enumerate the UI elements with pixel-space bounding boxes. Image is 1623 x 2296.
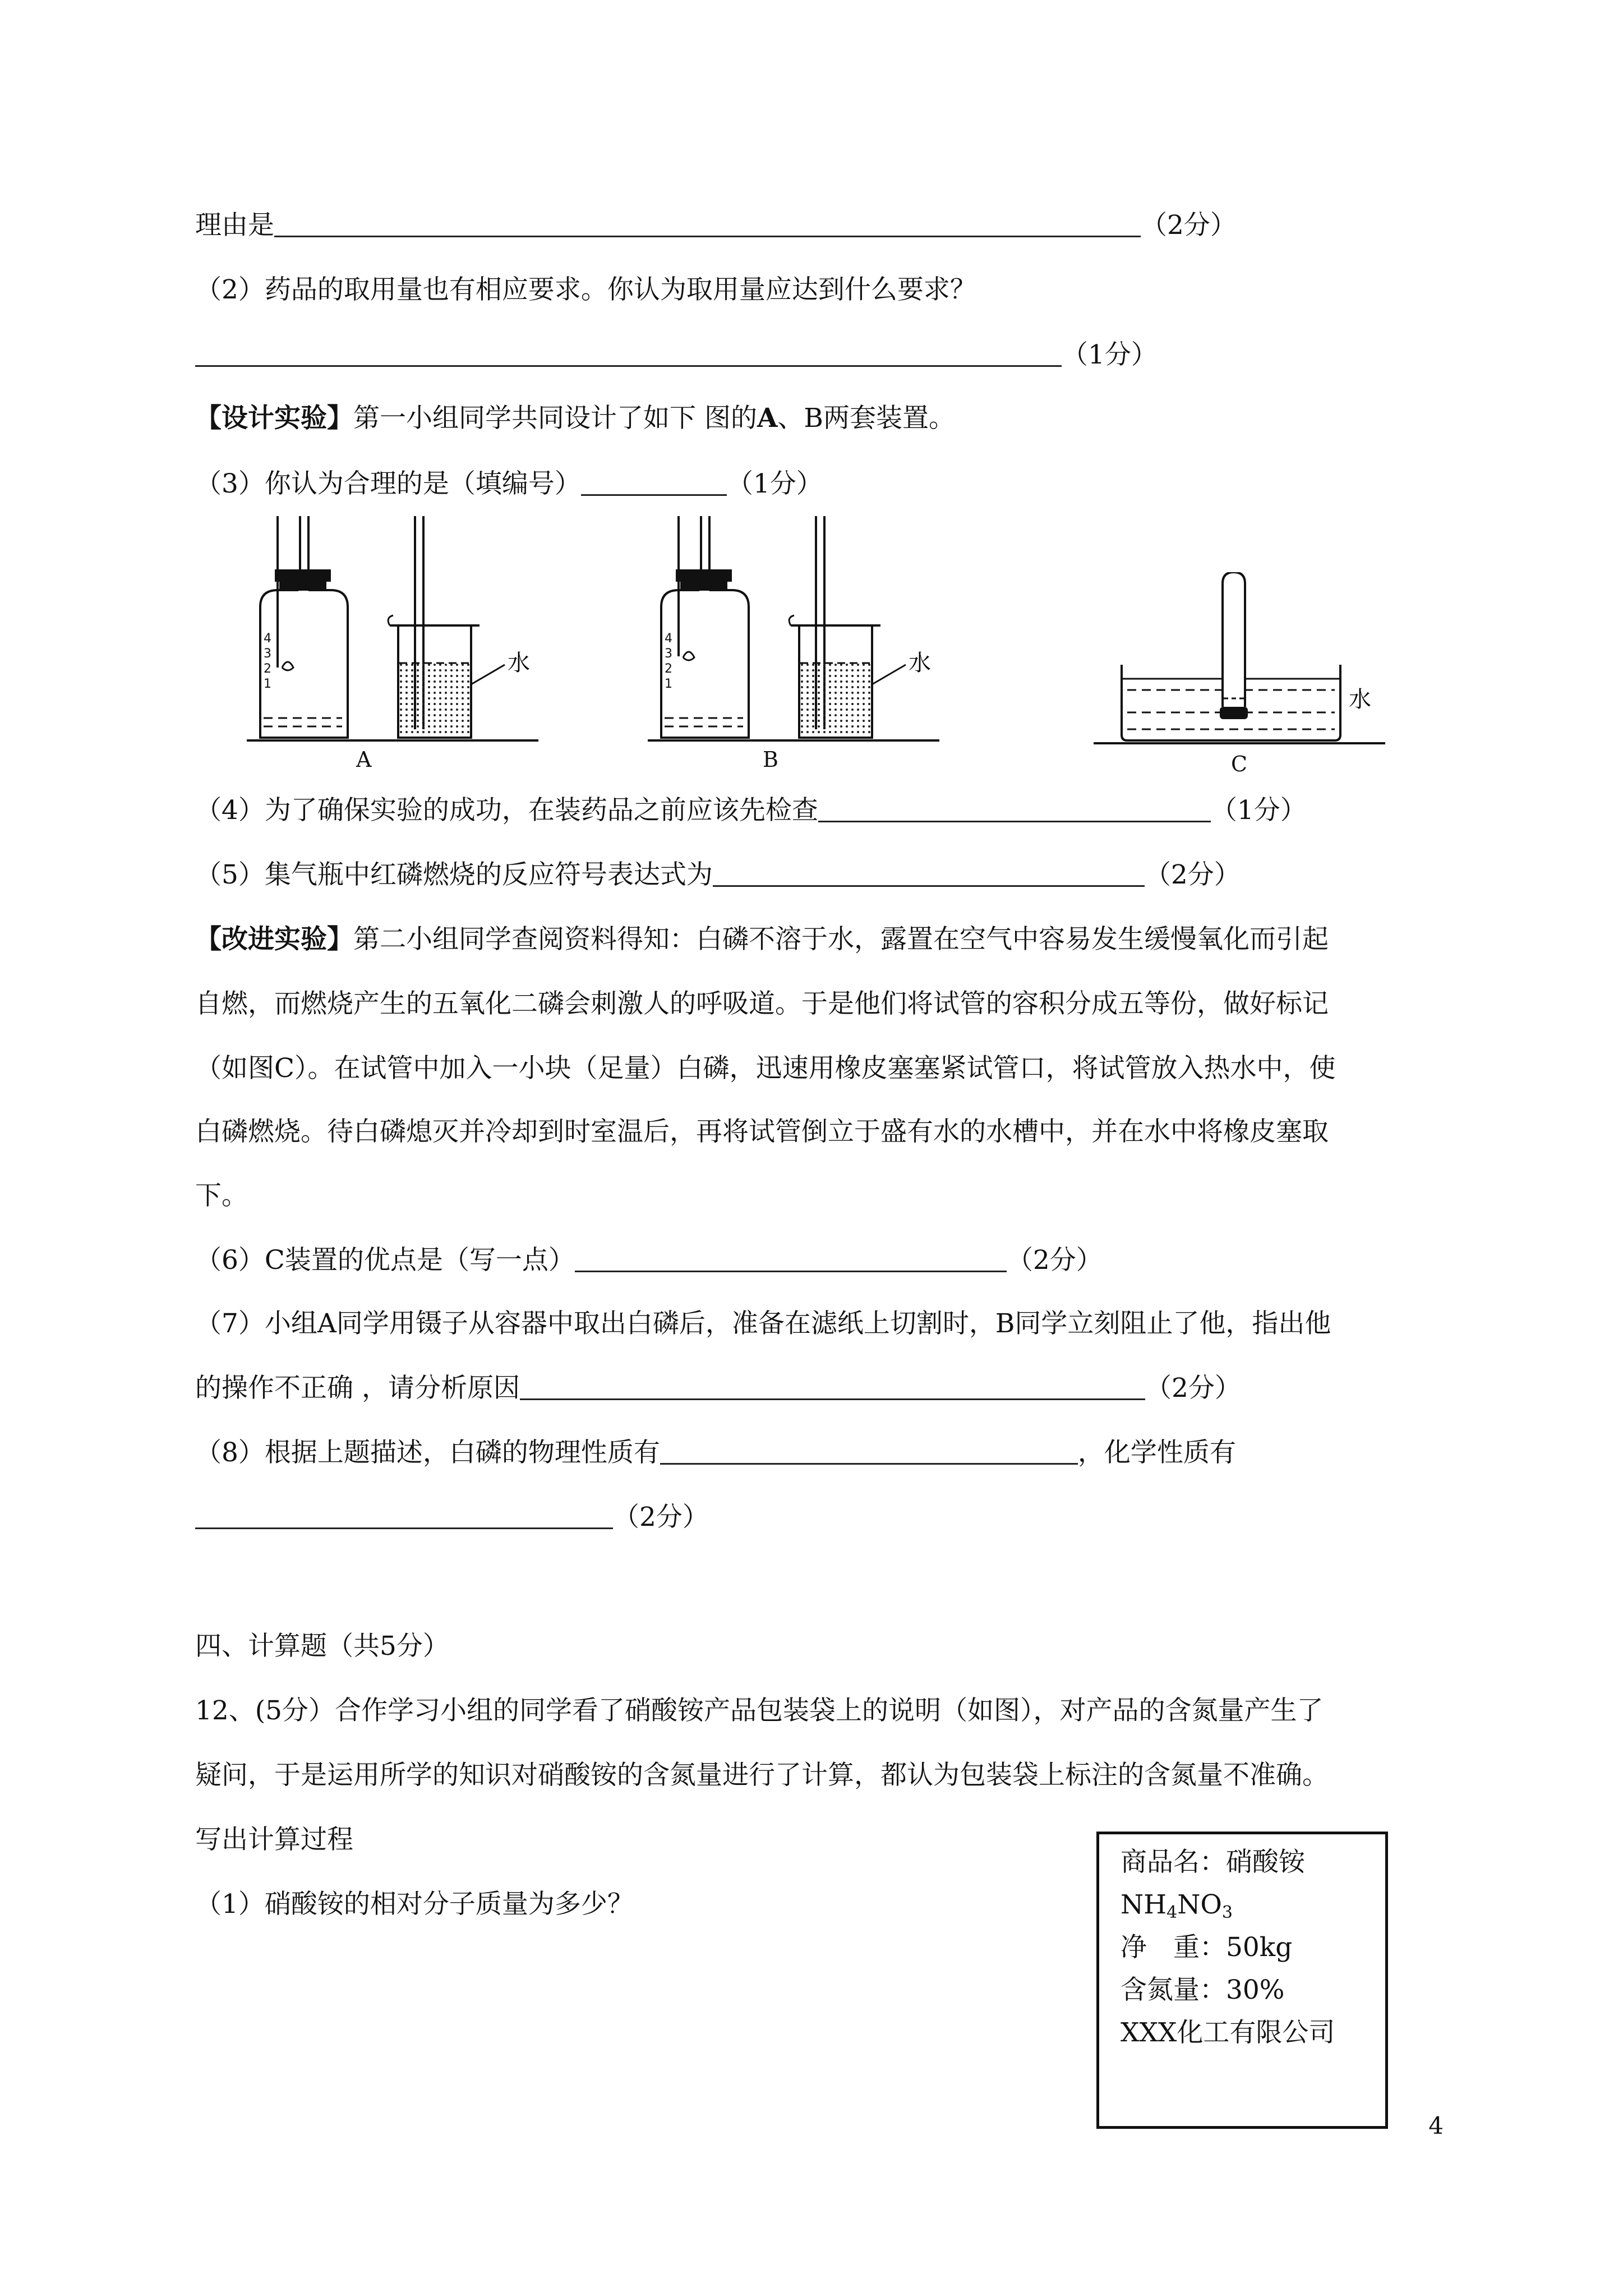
paragraph-line-2: 自燃，而燃烧产生的五氧化二磷会刺激人的呼吸道。于是他们将试管的容积分成五等份，做好标记: [195, 988, 1329, 1019]
question-12-1: （1）硝酸铵的相对分子质量为多少？: [195, 1889, 634, 1920]
product-label-box: [1096, 1832, 1388, 2129]
answer-blank-2[interactable]: [195, 338, 1062, 367]
figure-label-a: A: [356, 747, 372, 772]
scale-mark-a-1: 1: [264, 677, 271, 691]
water-label-a: 水: [508, 650, 530, 676]
product-formula: $NH_4NO_3$: [1121, 1889, 1233, 1922]
answer-blank-8-chemical[interactable]: [195, 1501, 613, 1529]
answer-blank-7[interactable]: [520, 1372, 1145, 1400]
scale-mark-a-2: 2: [264, 662, 271, 676]
scale-mark-b-1: 1: [665, 677, 672, 691]
question-8-cont: （2分）: [195, 1501, 709, 1534]
page-number: 4: [1428, 2112, 1444, 2139]
paragraph-line-4: 白磷燃烧。待白磷熄灭并冷却到时室温后，再将试管倒立于盛有水的水槽中，并在水中将橡皮塞取: [195, 1116, 1329, 1147]
figure-label-b: B: [763, 747, 778, 772]
question-4: （4）为了确保实验的成功，在装药品之前应该先检查 （1分）: [195, 795, 1307, 826]
product-name: 商品名：硝酸铵: [1121, 1847, 1305, 1878]
question-6: （6）C装置的优点是（写一点） （2分）: [195, 1245, 1103, 1276]
scale-mark-b-3: 3: [665, 647, 672, 661]
answer-blank-3[interactable]: [581, 467, 727, 496]
question-12-line-1: 12、(5分）合作学习小组的同学看了硝酸铵产品包装袋上的说明（如图），对产品的含氮量产生了: [195, 1695, 1324, 1726]
line-reason: 理由是 （2分）: [195, 210, 1237, 241]
line-answer-2: （1分）: [195, 338, 1158, 372]
question-5: （5）集气瓶中红磷燃烧的反应符号表达式为 （2分）: [195, 859, 1241, 890]
scale-mark-a-4: 4: [264, 632, 271, 646]
apparatus-c: [1094, 572, 1396, 774]
water-label-b: 水: [909, 650, 931, 676]
answer-blank-reason[interactable]: [274, 209, 1141, 237]
apparatus-a: [247, 516, 538, 774]
paragraph-line-3: （如图C）。在试管中加入一小块（足量）白磷，迅速用橡皮塞塞紧试管口，将试管放入热水中，使: [195, 1053, 1336, 1084]
question-12-line-2: 疑问，于是运用所学的知识对硝酸铵的含氮量进行了计算，都认为包装袋上标注的含氮量不准确。: [195, 1760, 1329, 1791]
question-7-cont: 的操作不正确 ，请分析原因 （2分）: [195, 1373, 1241, 1404]
answer-blank-4[interactable]: [818, 794, 1211, 822]
apparatus-b: [648, 516, 939, 774]
section-heading-calc: 四、计算题（共5分）: [195, 1631, 449, 1662]
answer-blank-8-physical[interactable]: [660, 1436, 1078, 1465]
question-8: （8）根据上题描述，白磷的物理性质有 ，化学性质有: [195, 1437, 1236, 1468]
paragraph-line-5: 下。: [195, 1180, 248, 1211]
product-company: XXX化工有限公司: [1121, 2017, 1335, 2048]
product-weight: 净 重：50kg: [1121, 1932, 1293, 1963]
scale-mark-b-2: 2: [665, 662, 672, 676]
question-7: （7）小组A同学用镊子从容器中取出白磷后，准备在滤纸上切割时，B同学立刻阻止了他，指出他: [195, 1308, 1331, 1339]
improve-experiment-intro: 【改进实验】第二小组同学查阅资料得知：白磷不溶于水，露置在空气中容易发生缓慢氧化而引起: [195, 924, 1329, 955]
scale-mark-b-4: 4: [665, 632, 672, 646]
scale-mark-a-3: 3: [264, 647, 271, 661]
answer-blank-6[interactable]: [575, 1244, 1007, 1272]
figure-label-c: C: [1231, 752, 1248, 776]
answer-blank-5[interactable]: [713, 858, 1145, 887]
design-experiment-intro: 【设计实验】第一小组同学共同设计了如下 图的A、B两套装置。: [195, 403, 955, 434]
question-3: （3）你认为合理的是（填编号） （1分）: [195, 468, 823, 499]
question-12-line-3: 写出计算过程: [195, 1824, 353, 1855]
question-2: （2）药品的取用量也有相应要求。你认为取用量应达到什么要求？: [195, 274, 976, 305]
water-label-c: 水: [1349, 687, 1371, 712]
product-nitrogen: 含氮量：30%: [1121, 1975, 1285, 2005]
